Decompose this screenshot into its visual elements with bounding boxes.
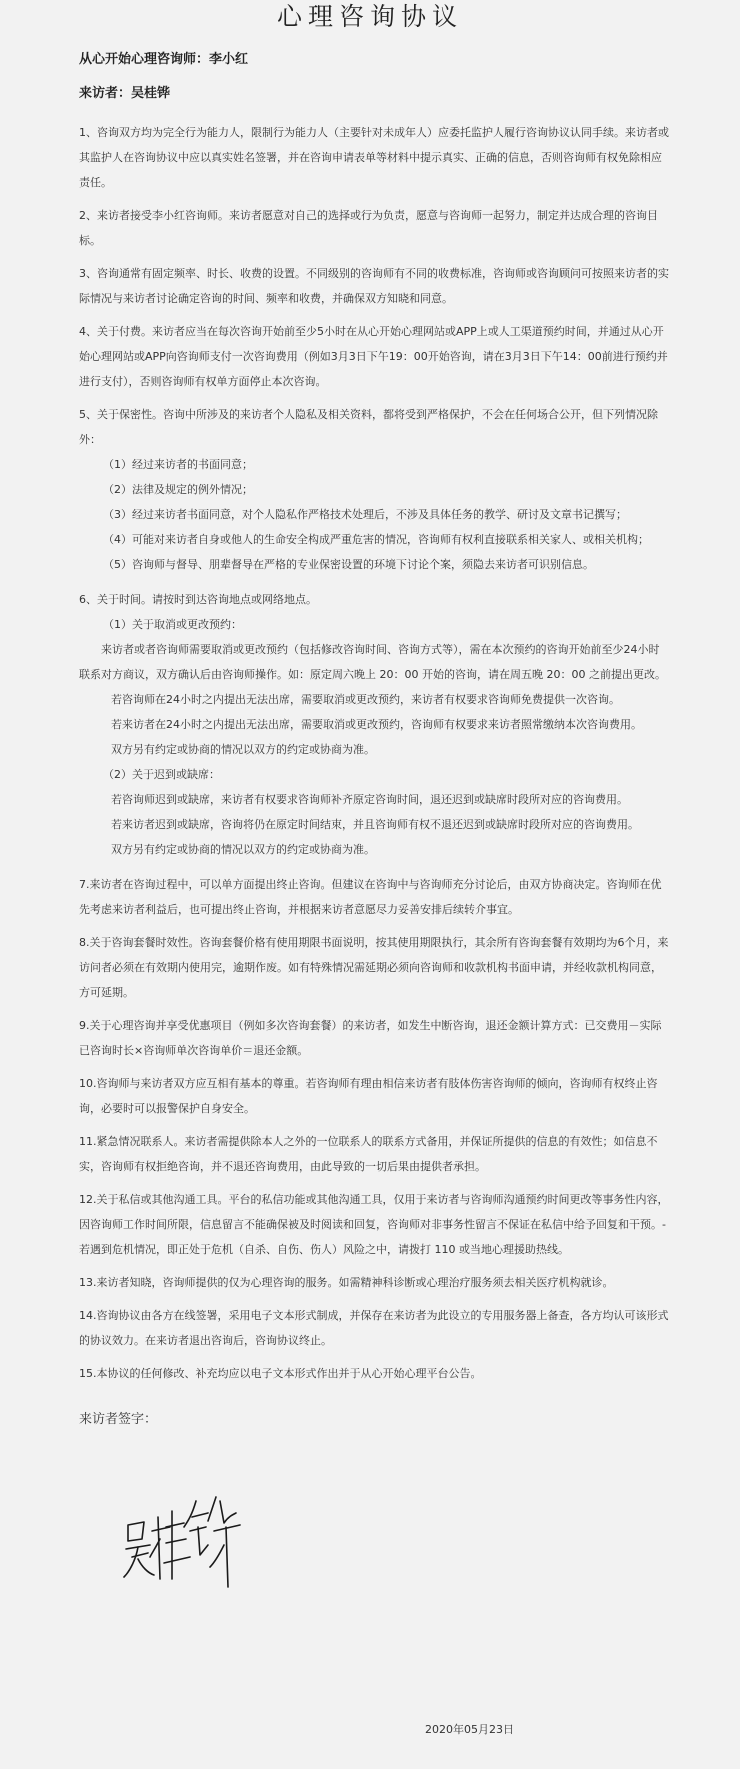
signature-label: 来访者签字： xyxy=(79,1412,158,1427)
clause-13: 13.来访者知晓，咨询师提供的仅为心理咨询的服务。如需精神科诊断或心理治疗服务须去相关医疗机构就诊。 xyxy=(79,1276,614,1289)
clause-6-1-line: 双方另有约定或协商的情况以双方的约定或协商为准。 xyxy=(111,743,375,756)
signed-date: 2020年05月23日 xyxy=(425,1723,514,1736)
visitor-line: 来访者：吴桂铧 xyxy=(79,86,171,101)
clause-6-1-line: 若咨询师在24小时之内提出无法出席，需要取消或更改预约，来访者有权要求咨询师免费提供一次咨询。 xyxy=(111,693,620,706)
clause-6-2-title: （2）关于迟到或缺席： xyxy=(103,768,220,781)
clause-14: 14.咨询协议由各方在线签署，采用电子文本形式制成，并保存在来访者为此设立的专用服务器上备查，各方均认可该形式的协议效力。在来访者退出咨询后，咨询协议终止。 xyxy=(79,1309,669,1347)
clause-5-item: （4）可能对来访者自身或他人的生命安全构成严重危害的情况，咨询师有权利直接联系相关家人、或相关机构； xyxy=(103,533,649,546)
agreement-body xyxy=(79,50,669,1427)
clause-5-item: （3）经过来访者书面同意，对个人隐私作严格技术处理后，不涉及具体任务的教学、研讨及文章书记撰写； xyxy=(103,508,627,521)
clause-6-1-title: （1）关于取消或更改预约： xyxy=(103,618,242,631)
page-title: 心理咨询协议 xyxy=(276,2,463,31)
clause-1: 1、咨询双方均为完全行为能力人，限制行为能力人（主要针对未成年人）应委托监护人履行咨询协议认同手续。来访者或其监护人在咨询协议中应以真实姓名签署，并在咨询申请表单等材料中提示真实、正确的信息，否则咨询师有权免除相应责任。 xyxy=(79,126,669,189)
clause-5-item: （1）经过来访者的书面同意； xyxy=(103,458,253,471)
clause-6-2-line: 若咨询师迟到或缺席，来访者有权要求咨询师补齐原定咨询时间，退还迟到或缺席时段所对应的咨询费用。 xyxy=(111,793,628,806)
clause-5-item: （5）咨询师与督导、朋辈督导在严格的专业保密设置的环境下讨论个案，须隐去来访者可识别信息。 xyxy=(103,558,594,571)
clause-6-2-line: 双方另有约定或协商的情况以双方的约定或协商为准。 xyxy=(111,843,375,856)
clause-12: 12.关于私信或其他沟通工具。平台的私信功能或其他沟通工具，仅用于来访者与咨询师沟通预约时间更改等事务性内容，因咨询师工作时间所限，信息留言不能确保被及时阅读和回复，咨询师对非事务性留言不保证在私信中给予回复和干预。- 若遇到危机情况，即正处于危机（自杀、自伤、伤人）风险之中，请拨打 110 或当地心理援助热线。 xyxy=(79,1193,669,1256)
handwritten-signature xyxy=(120,1487,250,1597)
clause-10: 10.咨询师与来访者双方应互相有基本的尊重。若咨询师有理由相信来访者有肢体伤害咨询师的倾向，咨询师有权终止咨询，必要时可以报警保护自身安全。 xyxy=(79,1077,658,1115)
clause-8: 8.关于咨询套餐时效性。咨询套餐价格有使用期限书面说明，按其使用期限执行，其余所有咨询套餐有效期均为6个月，来访问者必须在有效期内使用完，逾期作废。如有特殊情况需延期必须向咨询师和收款机构书面申请，并经收款机构同意，方可延期。 xyxy=(79,936,669,999)
clause-6-1-line: 若来访者在24小时之内提出无法出席，需要取消或更改预约，咨询师有权要求来访者照常缴纳本次咨询费用。 xyxy=(111,718,642,731)
clause-15: 15.本协议的任何修改、补充均应以电子文本形式作出并于从心开始心理平台公告。 xyxy=(79,1367,482,1380)
clause-4: 4、关于付费。来访者应当在每次咨询开始前至少5小时在从心开始心理网站或APP上或人工渠道预约时间，并通过从心开始心理网站或APP向咨询师支付一次咨询费用（例如3月3日下午19：00开始咨询，请在3月3日下午14：00前进行预约并进行支付），否则咨询师有权单方面停止本次咨询。 xyxy=(79,325,668,388)
clause-5: 5、关于保密性。咨询中所涉及的来访者个人隐私及相关资料，都将受到严格保护，不会在任何场合公开，但下列情况除外： xyxy=(79,408,658,446)
clause-11: 11.紧急情况联系人。来访者需提供除本人之外的一位联系人的联系方式备用，并保证所提供的信息的有效性；如信息不实，咨询师有权拒绝咨询，并不退还咨询费用，由此导致的一切后果由提供者承担。 xyxy=(79,1135,658,1173)
clause-7: 7.来访者在咨询过程中，可以单方面提出终止咨询。但建议在咨询中与咨询师充分讨论后，由双方协商决定。咨询师在优先考虑来访者利益后，也可提出终止咨询，并根据来访者意愿尽力妥善安排后续转介事宜。 xyxy=(79,878,662,916)
clause-2: 2、来访者接受李小红咨询师。来访者愿意对自己的选择或行为负责，愿意与咨询师一起努力，制定并达成合理的咨询目标。 xyxy=(79,209,658,247)
clause-5-item: （2）法律及规定的例外情况； xyxy=(103,483,253,496)
clause-3: 3、咨询通常有固定频率、时长、收费的设置。不同级别的咨询师有不同的收费标准，咨询师或咨询顾问可按照来访者的实际情况与来访者讨论确定咨询的时间、频率和收费，并确保双方知晓和同意。 xyxy=(79,267,669,305)
counselor-line: 从心开始心理咨询师：李小红 xyxy=(79,52,249,67)
clause-6: 6、关于时间。请按时到达咨询地点或网络地点。 xyxy=(79,593,317,606)
clause-6-2-line: 若来访者迟到或缺席，咨询将仍在原定时间结束，并且咨询师有权不退还迟到或缺席时段所对应的咨询费用。 xyxy=(111,818,639,831)
clause-6-1-body: 来访者或者咨询师需要取消或更改预约（包括修改咨询时间、咨询方式等），需在本次预约的咨询开始前至少24小时联系对方商议，双方确认后由咨询师操作。如：原定周六晚上 20：00 开始的咨询，请在周五晚 20：00 之前提出更改。 xyxy=(79,643,666,681)
clause-9: 9.关于心理咨询并享受优惠项目（例如多次咨询套餐）的来访者，如发生中断咨询，退还金额计算方式：已交费用－实际已咨询时长×咨询师单次咨询单价＝退还金额。 xyxy=(79,1019,662,1057)
